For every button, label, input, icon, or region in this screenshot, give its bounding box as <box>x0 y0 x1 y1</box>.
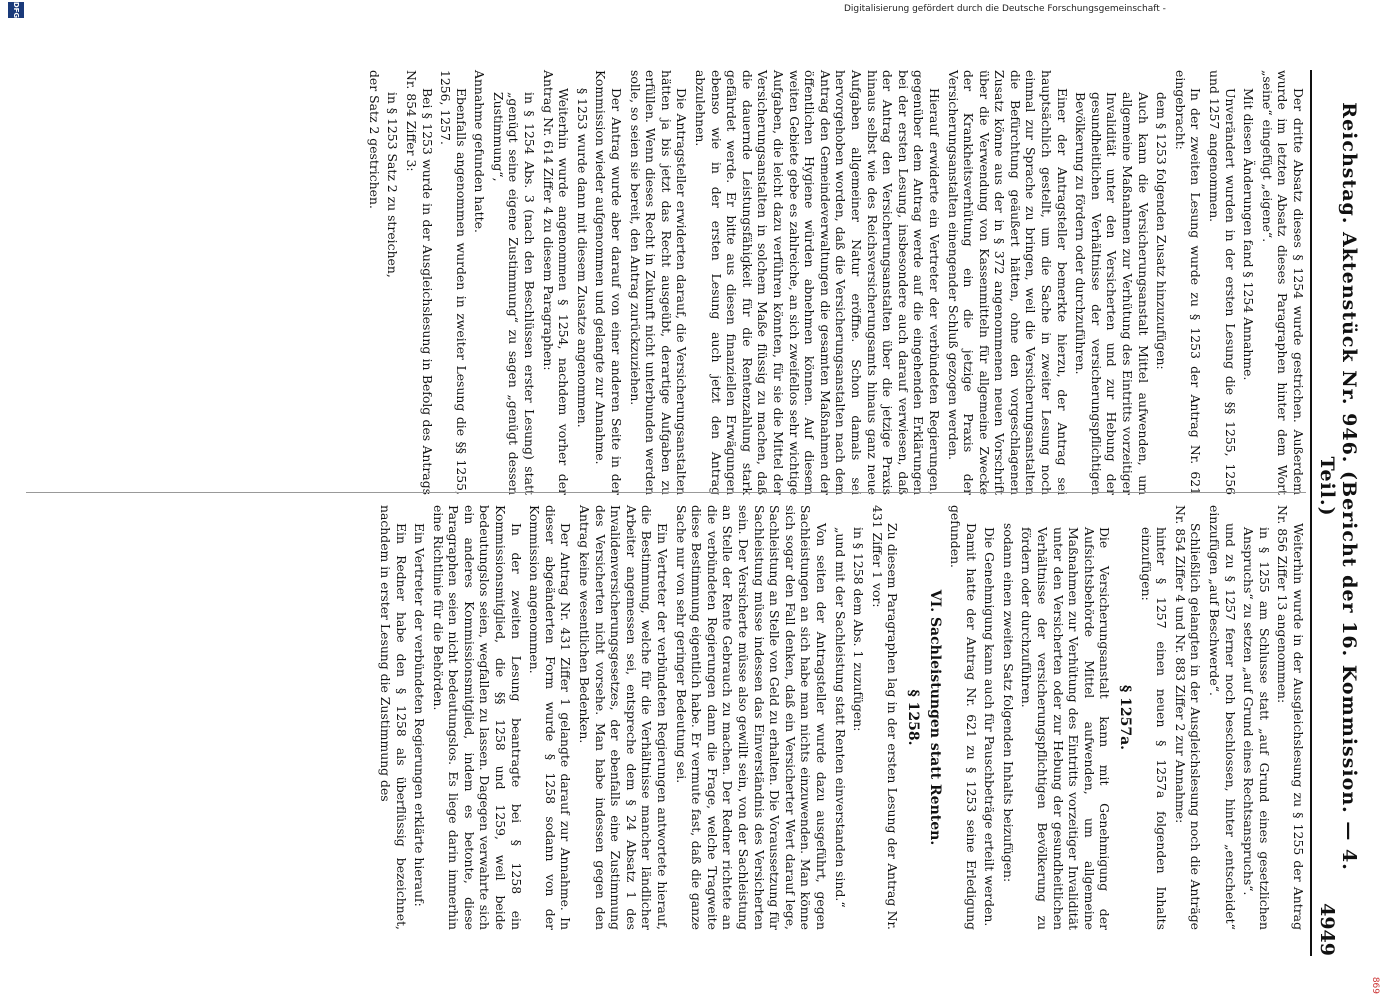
paragraph: Weiterhin wurde in der Ausgleichslesung zu § 1255 der Antrag Nr. 856 Ziffer 13 angenommen: <box>1275 505 1306 930</box>
paragraph: und zu § 1257 ferner noch beschlossen, hinter „entscheidet“ einzufügen „auf Beschwerde“. <box>1207 505 1238 930</box>
paragraph: Zu diesem Paragraphen lag in der ersten Lesung der Antrag Nr. 431 Ziffer 1 vor: <box>869 505 901 930</box>
paragraph: sodann einen zweiten Satz folgenden Inhalts beizufügen: <box>1000 523 1016 883</box>
paragraph: Weiterhin wurde angenommen § 1254, nachdem vorher der Antrag Nr. 614 Ziffer 4 zu diesem Paragraphen: <box>540 70 572 495</box>
column-divider <box>26 492 1306 493</box>
paragraph: Einer der Antragsteller bemerkte hierzu, der Antrag sei hauptsächlich gestellt, um die Sache in zweiter Lesung noch einmal zur Sprache zu bringen, weil die Versicherungsanstalten die Befürchtung geäußert hätten, ohne den vorgeschlagenen Zusatz könne aus der in § 372 angenommenen neuen Vorschrift über die Verwendung von Kassenmitteln für allgemeine Zwecke der Krankheitsverhütung ein die jetzige Praxis der Versicherungsanstalten einengender Schluß gezogen werden. <box>945 70 1070 495</box>
paragraph: Ein Vertreter der verbündeten Regierungen erklärte hierauf: <box>412 523 428 907</box>
paragraph: in § 1254 Abs. 3 (nach den Beschlüssen erster Lesung) statt „genügt seine eigene Zustimmung“ zu sagen „genügt dessen Zustimmung“, <box>490 92 538 495</box>
right-column <box>374 505 1306 930</box>
paragraph: In der zweiten Lesung beantragte bei § 1258 ein Kommissionsmitglied, die §§ 1258 und 1259, weil beide bedeutungslos seien, wegfallen zu lassen. Dagegen verwahrte sich ein anderes Kommissionsmitglied, indem es betonte, diese Paragraphen seien nicht bedeutungslos. Es liege darin immerhin eine Richtlinie für die Behörden. <box>430 505 524 930</box>
paragraph: „und mit der Sachleistung statt Renten einverstanden sind.“ <box>832 527 848 908</box>
header-title: Reichstag. Aktenstück Nr. 946. (Bericht der 16. Kommission. — 4. Teil.) <box>1316 102 1360 871</box>
paragraph: der Satz 2 gestrichen. <box>366 70 382 209</box>
paragraph: § 1253 wurde dann mit diesem Zusatze angenommen. <box>574 88 590 428</box>
page-header <box>1310 70 1360 956</box>
digitization-credit: Digitalisierung gefördert durch die Deutsche Forschungsgemeinschaft - <box>844 4 1166 14</box>
paragraph: Ein Redner habe den § 1258 als überflüssig bezeichnet, nachdem in erster Lesung die Zustimmung des <box>377 505 409 930</box>
paragraph: Mit diesen Änderungen fand § 1254 Annahme. <box>1241 88 1257 381</box>
paragraph: Die Antragsteller erwiderten darauf, die Versicherungsanstalten hätten ja bis jetzt das Recht ausgeübt, derartige Aufgaben zu erfüllen. Wenn dieses Recht in Zukunft nicht unterbunden werden solle, so seien sie bereit, den Antrag zurückzuziehen. <box>627 70 690 495</box>
corner-mark: 869 <box>1370 976 1380 994</box>
paragraph: Auch kann die Versicherungsanstalt Mittel aufwenden, um allgemeine Maßnahmen zur Verhütung des Eintritts vorzeitiger Invalidität unter den Versicherten und zur Hebung der gesundheitlichen Verhältnisse der versicherungspflichtigen Bevölkerung zu fördern oder durchzuführen. <box>1073 92 1151 495</box>
dfg-logo: DFG <box>8 2 24 18</box>
paragraph: Hierauf erwiderte ein Vertreter der verbündeten Regierungen, gegenüber dem Antrag werde auf die eingehenden Erklärungen bei der ersten Lesung, insbesondere auch darauf verwiesen, daß der Antrag den Versicherungsanstalten über die jetzige Praxis hinaus selbst wie des Reichsversicherungsamts hinaus ganz neue Aufgaben allgemeiner Natur eröffne. Schon damals sei hervorgehoben worden, daß die Versicherungsanstalten nach dem Antrag den Gemeindeverwaltungen die gesamten Maßnahmen der öffentlichen Hygiene würden abnehmen können. Auf diesem weiten Gebiete gebe es zahlreiche, an sich zweifellos sehr wichtige Aufgaben, die leicht dazu verführen könnten, für sie die Mittel der Versicherungsanstalten in solchem Maße flüssig zu machen, daß die dauernde Leistungsfähigkeit für die Rentenzahlung stark gefährdet werde. Er bitte aus diesen finanziellen Erwägungen ebenso wie in der ersten Lesung auch jetzt den Antrag abzulehnen. <box>693 70 942 495</box>
paragraph: Der dritte Absatz dieses § 1254 wurde gestrichen. Außerdem wurde im letzten Absatz dieses Paragraphen hinter dem Wort „seine“ eingefügt „eigene“. <box>1259 70 1306 495</box>
paragraph: in § 1255 am Schlusse statt „auf Grund eines gesetzlichen Anspruchs“ zu setzen „auf Grund eines Rechtsanspruchs“. <box>1241 527 1272 930</box>
paragraph: Damit hatte der Antrag Nr. 621 zu § 1253 seine Erledigung gefunden. <box>948 505 979 930</box>
paragraph: Von seiten der Antragsteller wurde dazu ausgeführt, gegen Sachleistungen an sich habe man nichts einzuwenden. Man könne sich sogar den Fall denken, daß ein Versicherter Wert darauf lege, Sachleistung an Stelle von Geld zu erhalten. Die Voraussetzung für Sachleistung müsse indessen das Einverständnis des Versicherten sein. Der Versicherte müsse also gewillt sein, von der Sachleistung an Stelle der Rente Gebrauch zu machen. Der Redner richtete an die verbündeten Regierungen dann die Frage, welche Tragweite diese Bestimmung eigentlich habe. Er vermute fast, daß die ganze Sache nur von sehr geringer Bedeutung sei. <box>673 505 829 930</box>
paragraph: in § 1253 Satz 2 zu streichen, <box>385 92 401 278</box>
paragraph: Schließlich gelangten in der Ausgleichslesung noch die Anträge Nr. 854 Ziffer 4 und Nr. 883 Ziffer 2 zur Annahme: <box>1172 505 1204 930</box>
paragraph: dem § 1253 folgenden Zusatz hinzuzufügen: <box>1154 92 1170 370</box>
chapter-heading: VI. Sachleistungen statt Renten. <box>926 589 943 846</box>
paragraph: Annahme gefunden hatte. <box>472 70 488 233</box>
paragraph: hinter § 1257 einen neuen § 1257a folgenden Inhalts einzufügen: <box>1138 527 1170 930</box>
page-number: 4949 <box>1316 903 1338 956</box>
paragraph: Bei § 1253 wurde in der Ausgleichslesung in Befolg des Antrags Nr. 854 Ziffer 3: <box>403 70 435 495</box>
section-heading: § 1257a. <box>1117 684 1134 751</box>
paragraph: in § 1258 dem Abs. 1 zuzufügen: <box>851 527 867 732</box>
paragraph: Ebenfalls angenommen wurden in zweiter Lesung die §§ 1255, 1256, 1257. <box>438 70 469 495</box>
section-heading: § 1258. <box>904 689 921 746</box>
paragraph: Ein Vertreter der verbündeten Regierungen antwortete hierauf, die Bestimmung, welche für die Verhältnisse mancher ländlicher Arbeiter angemessen sei, entspreche dem § 24 Absatz 1 des Invalidenversicherungsgesetzes, der ebenfalls eine Zustimmung des Versicherten nicht vorsehe. Man habe indessen gegen den Antrag keine wesentlichen Bedenken. <box>577 505 671 930</box>
left-column <box>363 70 1306 495</box>
paragraph: Der Antrag wurde aber darauf von einer anderen Seite in der Kommission wieder aufgenommen und gelangte zur Annahme. <box>593 70 625 495</box>
paragraph: In der zweiten Lesung wurde zu § 1253 der Antrag Nr. 621 eingebracht: <box>1172 70 1204 495</box>
paragraph: Unverändert wurden in der ersten Lesung die §§ 1255, 1256 und 1257 angenommen. <box>1207 70 1238 495</box>
paragraph: Der Antrag Nr. 431 Ziffer 1 gelangte darauf zur Annahme. In dieser abgeänderten Form wurde § 1258 sodann von der Kommission angenommen. <box>527 505 574 930</box>
paragraph: Die Genehmigung kann auch für Pauschbeträge erteilt werden. <box>982 527 998 927</box>
paragraph: Die Versicherungsanstalt kann mit Genehmigung der Aufsichtsbehörde Mittel aufwenden, um allgemeine Maßnahmen zur Verhütung des Eintritts vorzeitiger Invalidität unter den Versicherten oder zur Hebung der gesundheitlichen Verhältnisse der versicherungspflichtigen Bevölkerung zu fördern oder durchzuführen. <box>1019 527 1113 930</box>
